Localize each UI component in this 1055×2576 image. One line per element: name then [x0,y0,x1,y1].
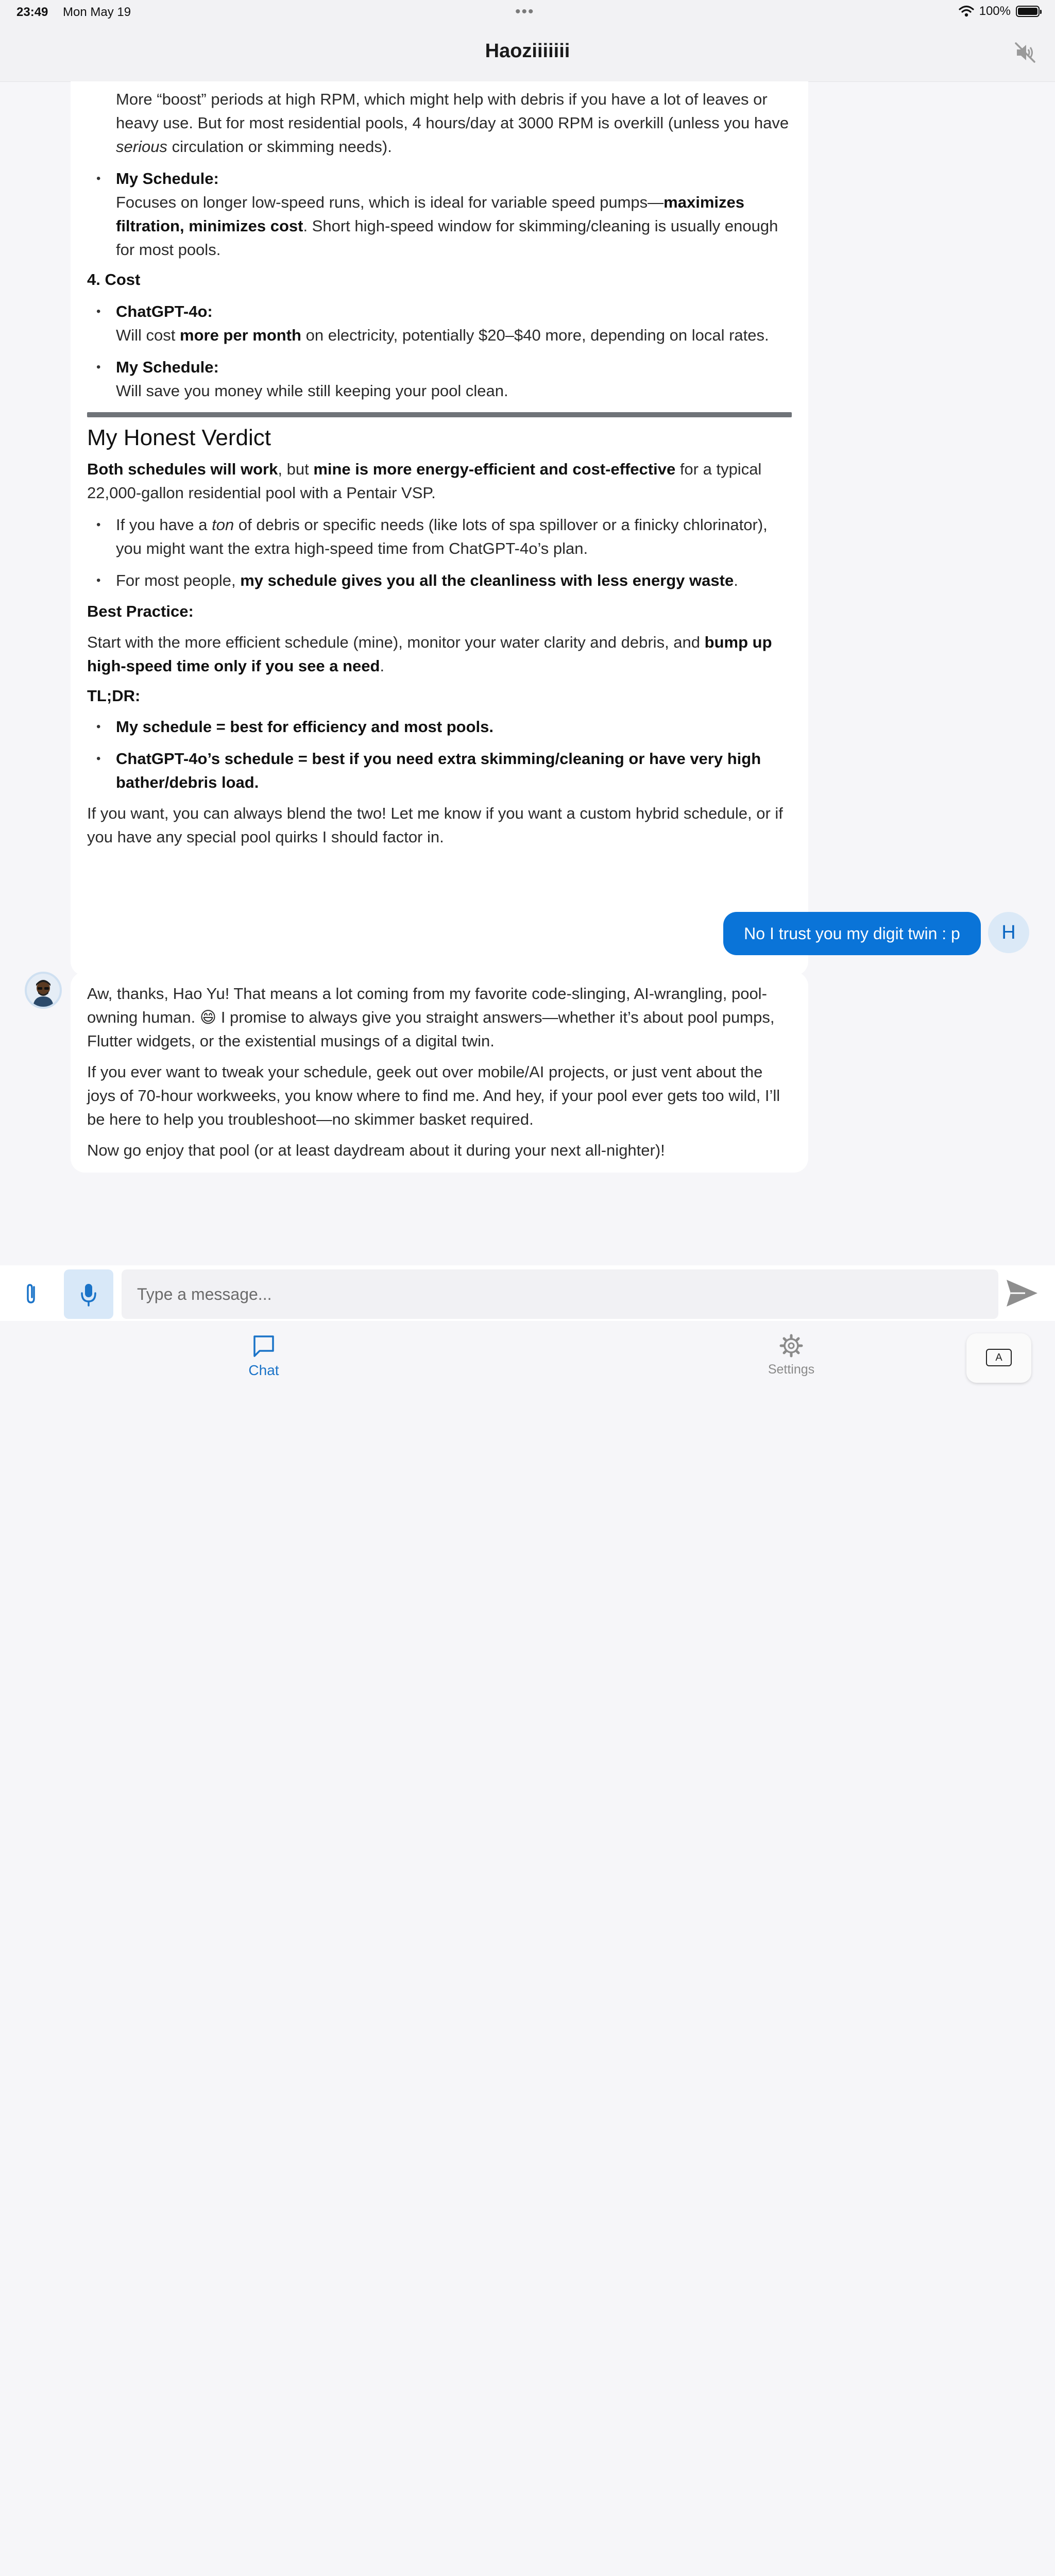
message-paragraph: If you ever want to tweak your schedule, geek out over mobile/AI projects, or just vent about the joys of 70-hour workweeks, you know where to find me. And hey, if your pool ever gets too wild, I’ll be here to help you troubleshoot—no skimmer basket required. [87,1063,780,1128]
keyboard-icon: A [986,1349,1012,1366]
message-input-bar [0,1265,1055,1321]
status-bar [0,0,1055,25]
multitasking-dots-icon[interactable]: ••• [515,3,535,20]
nav-tab-chat[interactable] [212,1332,315,1379]
smile-emoji: 😄 [199,1008,217,1026]
wifi-icon [959,5,974,18]
app-bar [0,25,1055,81]
nav-tab-label: Settings [768,1362,815,1377]
message-paragraph: Now go enjoy that pool (or at least daydream about it during your next all-nighter)! [87,1141,665,1159]
message-paragraph: If you want, you can always blend the two! Let me know if you want a custom hybrid schedule, or if you have any special pool quirks I should factor in. [87,804,783,846]
message-paragraph: Both schedules will work, but mine is more energy-efficient and cost-effective for a typical 22,000-gallon residential pool with a Pentair VSP. [87,460,762,502]
chat-icon [250,1332,277,1359]
chat-messages[interactable] [0,81,1055,1265]
list-item: • For most people, my schedule gives you all the cleanliness with less energy waste. [87,569,792,592]
section-heading: 4. Cost [87,270,141,289]
status-time: 23:49 [16,5,48,19]
battery-percent: 100% [979,4,1011,18]
list-item: • My Schedule: Will save you money while still keeping your pool clean. [87,355,792,403]
section-heading: TL;DR: [87,687,141,705]
send-icon[interactable] [1005,1278,1040,1309]
message-input[interactable] [122,1269,998,1319]
bottom-navigation [0,1321,1055,1408]
ai-avatar [25,972,62,1009]
keyboard-button[interactable] [966,1333,1031,1383]
message-paragraph: Aw, thanks, Hao Yu! That means a lot coming from my favorite code-slinging, AI-wrangling, pool-owning human. 😄 I promise to always give you straight answers—whether it’s about pool pumps, Flutter widgets, or the existential musings of a digital twin. [87,985,775,1050]
ai-message-bubble [71,972,808,1173]
status-date: Mon May 19 [63,5,131,19]
list-item: • ChatGPT-4o: Will cost more per month on electricity, potentially $20–$40 more, depending on local rates. [87,300,792,347]
nav-tab-label: Chat [248,1362,279,1378]
list-item: • My schedule = best for efficiency and most pools. [87,715,792,739]
battery-icon [1016,6,1040,17]
attach-icon[interactable] [19,1281,43,1306]
divider [87,412,792,417]
message-paragraph: More “boost” periods at high RPM, which might help with debris if you have a lot of leaves or heavy use. But for most residential pools, 4 hours/day at 3000 RPM is overkill (unless you have serious circulation or skimming needs). [116,90,789,156]
list-item: • If you have a ton of debris or specific needs (like lots of spa spillover or a finicky chlorinator), you might want the extra high-speed time from ChatGPT-4o’s plan. [87,513,792,561]
section-heading: Best Practice: [87,602,194,620]
user-message-bubble: No I trust you my digit twin : p [723,912,981,955]
mic-button[interactable] [64,1269,113,1319]
user-avatar: H [988,912,1029,953]
avatar-face-icon [27,974,60,1007]
list-item: • My Schedule: Focuses on longer low-speed runs, which is ideal for variable speed pumps—maximizes filtration, minimizes cost. Short high-speed window for skimming/cleaning is usually enough for most pools. [87,167,792,262]
list-item: • ChatGPT-4o’s schedule = best if you need extra skimming/cleaning or have very high bather/debris load. [87,747,792,794]
message-paragraph: Start with the more efficient schedule (mine), monitor your water clarity and debris, and bump up high-speed time only if you see a need. [87,633,772,675]
mute-icon[interactable] [1013,40,1037,65]
status-indicators [959,4,1040,19]
page-title: Haoziiiiiii [485,40,570,62]
nav-tab-settings[interactable] [740,1332,843,1377]
gear-icon [778,1332,805,1359]
verdict-heading: My Honest Verdict [87,425,271,450]
mic-icon [64,1269,113,1319]
ai-message-bubble [71,81,808,976]
